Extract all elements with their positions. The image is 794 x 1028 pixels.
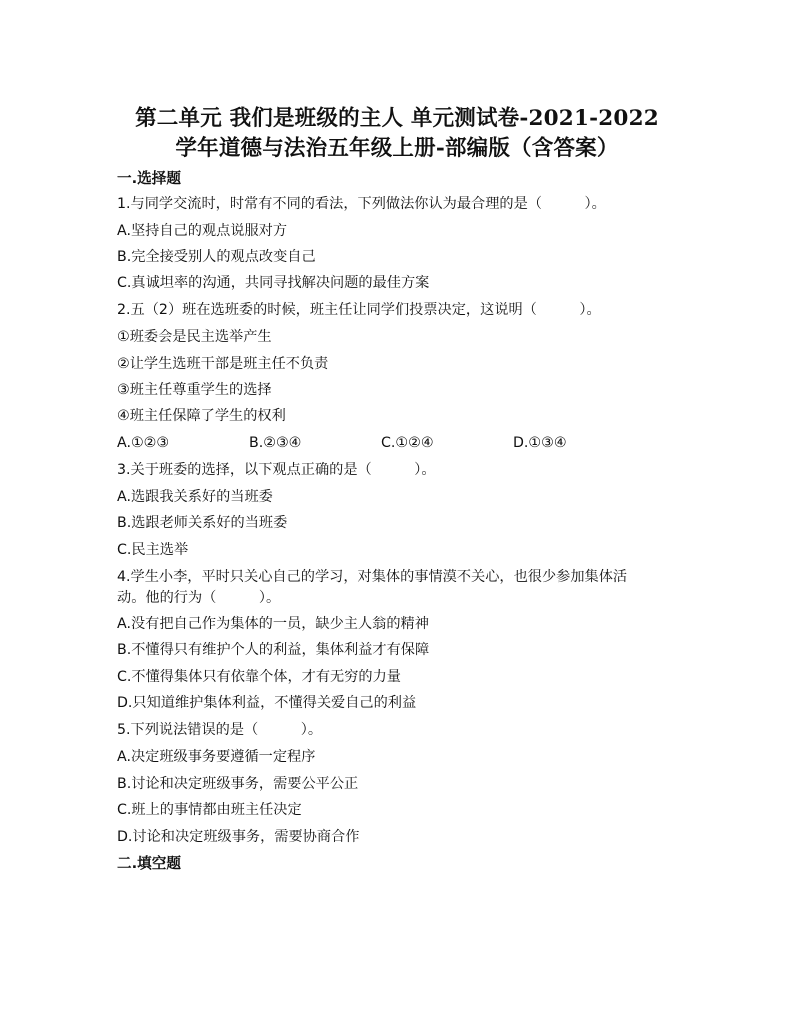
question-3-option-c: C.民主选举: [117, 542, 189, 558]
question-5-option-a: A.决定班级事务要遵循一定程序: [117, 749, 316, 765]
question-3-option-a: A.选跟我关系好的当班委: [117, 489, 273, 505]
question-3-option-b: B.选跟老师关系好的当班委: [117, 515, 288, 531]
title-line-1: 第二单元 我们是班级的主人 单元测试卷-2021-2022: [135, 106, 659, 131]
question-2-option-c: C.①②④: [381, 435, 434, 451]
question-4-option-c: C.不懂得集体只有依靠个体，才有无穷的力量: [117, 669, 401, 685]
question-2-statement-1: ①班委会是民主选举产生: [117, 329, 272, 345]
question-4-stem-line-2: 动。他的行为（ ）。: [117, 590, 281, 606]
question-4-option-b: B.不懂得只有维护个人的利益，集体利益才有保障: [117, 642, 430, 658]
question-3-stem: 3.关于班委的选择，以下观点正确的是（ ）。: [117, 462, 436, 478]
question-5-option-c: C.班上的事情都由班主任决定: [117, 802, 302, 818]
question-2-statement-2: ②让学生选班干部是班主任不负责: [117, 356, 329, 372]
question-2-option-b: B.②③④: [249, 435, 302, 451]
question-2-option-a: A.①②③: [117, 435, 170, 451]
question-1-option-b: B.完全接受别人的观点改变自己: [117, 249, 316, 265]
question-2-statement-4: ④班主任保障了学生的权利: [117, 408, 286, 424]
question-4-option-a: A.没有把自己作为集体的一员，缺少主人翁的精神: [117, 616, 429, 632]
question-2-stem: 2.五（2）班在选班委的时候，班主任让同学们投票决定，这说明（ ）。: [117, 302, 601, 318]
title-line-2: 学年道德与法治五年级上册-部编版（含答案）: [175, 136, 619, 161]
question-5-option-d: D.讨论和决定班级事务，需要协商合作: [117, 829, 360, 845]
question-2-option-d: D.①③④: [513, 435, 567, 451]
question-5-stem: 5.下列说法错误的是（ ）。: [117, 722, 323, 738]
question-1-option-a: A.坚持自己的观点说服对方: [117, 223, 288, 239]
question-1-stem: 1.与同学交流时，时常有不同的看法，下列做法你认为最合理的是（ ）。: [117, 196, 606, 212]
question-1-option-c: C.真诚坦率的沟通，共同寻找解决问题的最佳方案: [117, 275, 430, 291]
question-5-option-b: B.讨论和决定班级事务，需要公平公正: [117, 776, 359, 792]
section-heading-fill-in: 二.填空题: [117, 855, 181, 872]
question-4-option-d: D.只知道维护集体利益，不懂得关爱自己的利益: [117, 695, 417, 711]
section-heading-choice: 一.选择题: [117, 170, 181, 187]
question-2-statement-3: ③班主任尊重学生的选择: [117, 382, 272, 398]
question-4-stem-line-1: 4.学生小李，平时只关心自己的学习，对集体的事情漠不关心，也很少参加集体活: [117, 569, 628, 585]
